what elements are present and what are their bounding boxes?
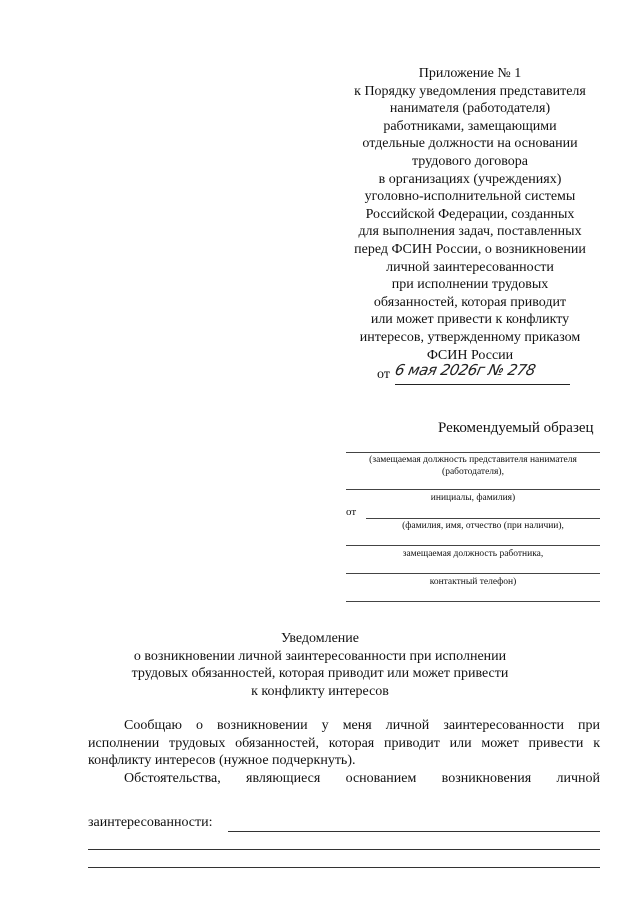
notice-paragraph-2: Обстоятельства, являющиеся основанием возникновения личной xyxy=(124,770,600,786)
appendix-line: трудового договора xyxy=(412,153,528,169)
order-date-prefix: от xyxy=(377,367,390,383)
employee-phone-caption: контактный телефон) xyxy=(429,577,517,587)
employee-name-line[interactable] xyxy=(366,518,600,519)
date-underline xyxy=(395,384,570,385)
appendix-line: при исполнении трудовых xyxy=(391,277,549,293)
from-label: от xyxy=(346,506,357,518)
employee-phone-line[interactable] xyxy=(346,573,600,574)
appendix-line: работниками, замещающими xyxy=(383,118,557,134)
caption-line: (замещаемая должность представителя нанимателя xyxy=(369,455,577,465)
appendix-line: для выполнения задач, поставленных xyxy=(358,224,582,240)
appendix-line: интересов, утвержденному приказом xyxy=(359,329,581,345)
recipient-name-caption: инициалы, фамилия) xyxy=(430,493,516,503)
circumstances-line[interactable] xyxy=(88,867,600,868)
notice-subtitle-line: трудовых обязанностей, которая приводит или может привести xyxy=(131,666,509,681)
appendix-line: Российской Федерации, созданных xyxy=(365,206,575,222)
appendix-header xyxy=(335,65,605,386)
recipient-position-line[interactable] xyxy=(346,452,600,453)
appendix-line: отдельные должности на основании xyxy=(362,136,578,152)
caption-line: (работодателя), xyxy=(442,467,504,477)
appendix-line: обязанностей, которая приводит xyxy=(373,294,567,310)
recommended-sample-label: Рекомендуемый образец xyxy=(438,420,594,436)
notice-subtitle-line: к конфликту интересов xyxy=(251,683,389,699)
notice-heading: Уведомление xyxy=(280,631,359,646)
appendix-line: или может привести к конфликту xyxy=(370,312,570,328)
circumstances-label: заинтересованности: xyxy=(88,815,213,830)
appendix-line: личной заинтересованности xyxy=(386,259,554,275)
employee-name-caption: (фамилия, имя, отчество (при наличии), xyxy=(402,521,564,531)
notice-title xyxy=(80,630,560,700)
notice-paragraph-1: Сообщаю о возникновении у меня личной заинтересованности при исполнении трудовых обязанностей, которая приводит или может привести к конфликту интересов (нужное подчеркнуть). xyxy=(88,718,600,768)
recipient-name-line[interactable] xyxy=(346,489,600,490)
appendix-line: перед ФСИН России, о возникновении xyxy=(354,241,586,257)
notice-subtitle-line: о возникновении личной заинтересованности при исполнении xyxy=(133,648,507,664)
circumstances-line[interactable] xyxy=(228,831,600,832)
employee-position-line[interactable] xyxy=(346,545,600,546)
appendix-line: уголовно-исполнительной системы xyxy=(364,189,576,205)
appendix-line: нанимателя (работодателя) xyxy=(389,101,551,117)
notice-body xyxy=(88,717,600,787)
circumstances-line[interactable] xyxy=(88,849,600,850)
appendix-line: в организациях (учреждениях) xyxy=(378,171,562,187)
appendix-line: Приложение № 1 xyxy=(418,66,522,81)
appendix-line: ФСИН России xyxy=(426,347,514,363)
order-date-number xyxy=(335,361,605,386)
extra-line[interactable] xyxy=(346,601,600,602)
handwritten-date-number: 6 мая 2026г № 278 xyxy=(393,361,538,380)
recipient-position-caption xyxy=(346,454,600,478)
employee-position-caption: замещаемая должность работника, xyxy=(402,549,544,559)
appendix-line: к Порядку уведомления представителя xyxy=(354,83,586,99)
